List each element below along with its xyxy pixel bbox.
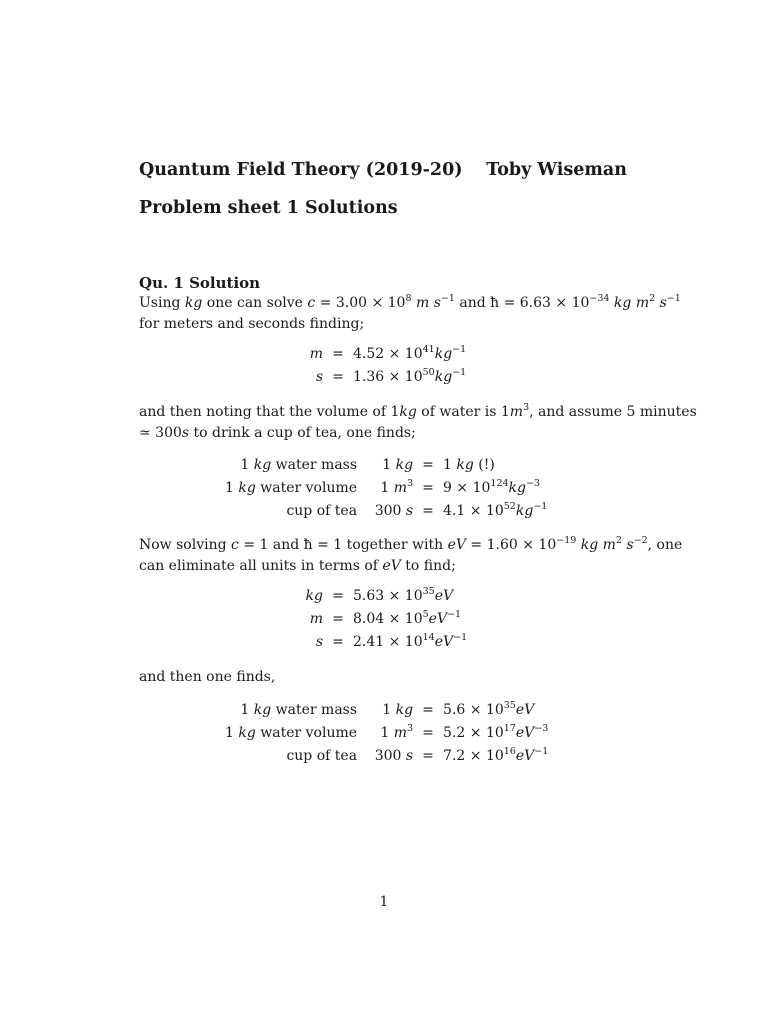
exponent: −1	[447, 609, 462, 620]
text-run: = 1.60 × 10	[465, 537, 557, 553]
sheet-title: Problem sheet 1 Solutions	[139, 198, 398, 218]
text-run: 9 × 10	[443, 480, 491, 496]
quantity-description	[225, 477, 371, 500]
math-symbol: kg	[253, 457, 272, 473]
exponent: −1	[533, 501, 548, 512]
text-run: 4.52 × 10	[353, 346, 423, 362]
equation-si-in-kg	[305, 343, 466, 389]
exponent: 5	[422, 609, 429, 620]
paragraph-4-line-1: and then one finds,	[139, 669, 276, 685]
math-symbol: m	[309, 346, 323, 362]
exponent: 52	[503, 501, 516, 512]
text-run: cup of tea	[286, 748, 358, 764]
equation-lhs	[305, 366, 323, 389]
quantity-value	[443, 722, 548, 745]
text-run: 1	[382, 702, 396, 718]
quantity-amount	[371, 722, 413, 745]
text-run: of water is 1	[416, 404, 510, 420]
paragraph-1-line-1	[139, 293, 681, 314]
math-symbol: kg	[395, 702, 414, 718]
equals-sign: =	[422, 457, 434, 473]
math-symbol: c	[307, 295, 316, 311]
math-symbol: kg	[434, 369, 453, 385]
text-run: to find;	[400, 558, 456, 574]
equation-rhs	[353, 343, 466, 366]
text-run: 5.63 × 10	[353, 588, 423, 604]
text-run: 1.36 × 10	[353, 369, 423, 385]
math-symbol: eV	[382, 558, 401, 574]
quantity-value	[443, 477, 547, 500]
math-symbol: kg m	[609, 295, 650, 311]
equals-sign: =	[422, 503, 434, 519]
equals-sign: =	[332, 346, 344, 362]
equals-sign: =	[332, 588, 344, 604]
exponent: −3	[534, 723, 549, 734]
exponent: 3	[407, 723, 414, 734]
author-name: Toby Wiseman	[486, 160, 627, 180]
math-symbol: kg m	[576, 537, 616, 553]
equation-lhs	[305, 343, 323, 366]
exponent: −2	[633, 535, 648, 546]
paragraph-2-line-2	[139, 423, 629, 444]
math-symbol: s	[621, 537, 634, 553]
math-symbol: s	[405, 503, 414, 519]
math-symbol: c	[231, 537, 239, 553]
quantity-amount	[371, 477, 413, 500]
equation-tea-ev	[225, 699, 548, 768]
math-symbol: kg	[399, 404, 417, 420]
math-symbol: eV	[434, 588, 454, 604]
text-run: and ħ = 6.63 × 10	[454, 295, 590, 311]
equation-lhs	[303, 631, 323, 654]
math-symbol: m s	[411, 295, 441, 311]
text-run: Using	[139, 295, 185, 311]
math-symbol: kg	[395, 457, 414, 473]
text-run: cup of tea	[286, 503, 358, 519]
exponent: 14	[422, 632, 435, 643]
text-run: 300	[374, 748, 406, 764]
text-run: 2.41 × 10	[353, 634, 423, 650]
equation-rhs	[353, 631, 467, 654]
equation-lhs	[303, 585, 323, 608]
exponent: −19	[556, 535, 577, 546]
exponent: −1	[534, 746, 549, 757]
paragraph-2-line-1	[139, 402, 697, 423]
equals-sign: =	[422, 748, 434, 764]
quantity-description	[225, 722, 371, 745]
math-symbol: s	[315, 634, 323, 650]
math-symbol: eV	[515, 702, 535, 718]
math-symbol: kg	[305, 588, 323, 604]
quantity-value	[443, 745, 548, 768]
math-symbol: eV	[447, 537, 466, 553]
text-run: water volume	[255, 480, 358, 496]
title-row	[139, 160, 627, 180]
text-run: to drink a cup of tea, one finds;	[189, 425, 416, 441]
equation-row	[225, 454, 547, 477]
exponent: 35	[503, 700, 516, 711]
math-symbol: eV	[515, 725, 535, 741]
paragraph-3	[139, 535, 683, 577]
quantity-value	[443, 500, 547, 523]
equation-row	[225, 477, 547, 500]
math-symbol: kg	[515, 503, 534, 519]
equation-row	[303, 608, 467, 631]
quantity-amount	[371, 745, 413, 768]
equation-tea-kg	[225, 454, 547, 523]
text-run: 5.2 × 10	[443, 725, 504, 741]
equals-sign: =	[422, 725, 434, 741]
equation-row	[303, 631, 467, 654]
equation-row	[305, 366, 466, 389]
text-run: 1	[382, 457, 396, 473]
equation-row	[225, 722, 548, 745]
equation-row	[225, 745, 548, 768]
equals-sign: =	[332, 611, 344, 627]
equation-lhs	[303, 608, 323, 631]
quantity-description	[225, 745, 371, 768]
quantity-value	[443, 454, 547, 477]
text-run: water mass	[271, 457, 358, 473]
math-symbol: s	[655, 295, 667, 311]
equation-si-in-ev	[303, 585, 467, 654]
text-run: , one	[647, 537, 683, 553]
exponent: 35	[422, 586, 435, 597]
equation-row	[225, 500, 547, 523]
exponent: −34	[589, 293, 610, 304]
paragraph-1	[139, 293, 681, 335]
text-run: 1	[225, 480, 239, 496]
text-run: water mass	[271, 702, 358, 718]
exponent: 8	[405, 293, 412, 304]
math-symbol: kg	[508, 480, 526, 496]
text-run: , and assume 5 minutes	[529, 404, 697, 420]
page-number: 1	[379, 894, 389, 910]
math-symbol: kg	[456, 457, 474, 473]
equation-row	[305, 343, 466, 366]
equals-sign: =	[332, 634, 344, 650]
exponent: −1	[452, 344, 467, 355]
text-run: (!)	[473, 457, 495, 473]
exponent: 41	[422, 344, 435, 355]
math-symbol: s	[405, 748, 414, 764]
math-symbol: m	[509, 404, 524, 420]
math-symbol: kg	[238, 480, 256, 496]
exponent: −1	[440, 293, 455, 304]
quantity-amount	[371, 454, 413, 477]
text-run: 5.6 × 10	[443, 702, 504, 718]
paragraph-3-line-2	[139, 556, 629, 577]
exponent: −1	[666, 293, 681, 304]
text-run: can eliminate all units in terms of	[139, 558, 383, 574]
paragraph-1-line-2: for meters and seconds finding;	[139, 316, 365, 332]
math-symbol: eV	[428, 611, 448, 627]
exponent: −1	[453, 632, 468, 643]
exponent: 50	[422, 367, 435, 378]
exponent: 2	[615, 535, 622, 546]
quantity-amount	[371, 699, 413, 722]
quantity-amount	[371, 500, 413, 523]
text-run: 1	[443, 457, 457, 473]
text-run: 8.04 × 10	[353, 611, 423, 627]
math-symbol: kg	[434, 346, 453, 362]
quantity-value	[443, 699, 548, 722]
exponent: 124	[490, 478, 509, 489]
math-symbol: eV	[515, 748, 535, 764]
text-run: 1	[225, 725, 239, 741]
equation-rhs	[353, 608, 467, 631]
exponent: 3	[407, 478, 414, 489]
equals-sign: =	[422, 702, 434, 718]
math-symbol: s	[181, 425, 190, 441]
text-run: water volume	[255, 725, 358, 741]
quantity-description	[225, 699, 371, 722]
exponent: 3	[523, 402, 530, 413]
text-run: 4.1 × 10	[443, 503, 504, 519]
quantity-description	[225, 454, 371, 477]
text-run: = 3.00 × 10	[315, 295, 406, 311]
text-run: Now solving	[139, 537, 232, 553]
text-run: 1	[380, 725, 394, 741]
math-symbol: kg	[253, 702, 272, 718]
math-symbol: m	[309, 611, 323, 627]
exponent: 16	[503, 746, 516, 757]
equation-rhs	[353, 366, 466, 389]
equals-sign: =	[422, 480, 434, 496]
math-symbol: s	[315, 369, 323, 385]
text-run: = 1 and ħ = 1 together with	[238, 537, 448, 553]
equation-row	[225, 699, 548, 722]
exponent: 17	[503, 723, 516, 734]
text-run: and then noting that the volume of 1	[139, 404, 400, 420]
text-run: one can solve	[202, 295, 308, 311]
math-symbol: kg	[184, 295, 203, 311]
text-run: ≃ 300	[139, 425, 182, 441]
section-heading: Qu. 1 Solution	[139, 274, 261, 292]
text-run: 7.2 × 10	[443, 748, 504, 764]
equation-rhs	[353, 585, 467, 608]
math-symbol: m	[393, 480, 407, 496]
math-symbol: eV	[434, 634, 454, 650]
paragraph-3-line-1	[139, 535, 683, 556]
equals-sign: =	[332, 369, 344, 385]
math-symbol: m	[393, 725, 407, 741]
exponent: 2	[649, 293, 656, 304]
course-title: Quantum Field Theory (2019-20)	[139, 160, 463, 180]
equation-row	[303, 585, 467, 608]
quantity-description	[225, 500, 371, 523]
paragraph-2	[139, 402, 697, 444]
text-run: 1	[240, 702, 254, 718]
text-run: 1	[380, 480, 394, 496]
exponent: −3	[526, 478, 541, 489]
paragraph-4	[139, 667, 629, 688]
text-run: 300	[374, 503, 406, 519]
text-run: 1	[240, 457, 254, 473]
math-symbol: kg	[238, 725, 256, 741]
exponent: −1	[452, 367, 467, 378]
